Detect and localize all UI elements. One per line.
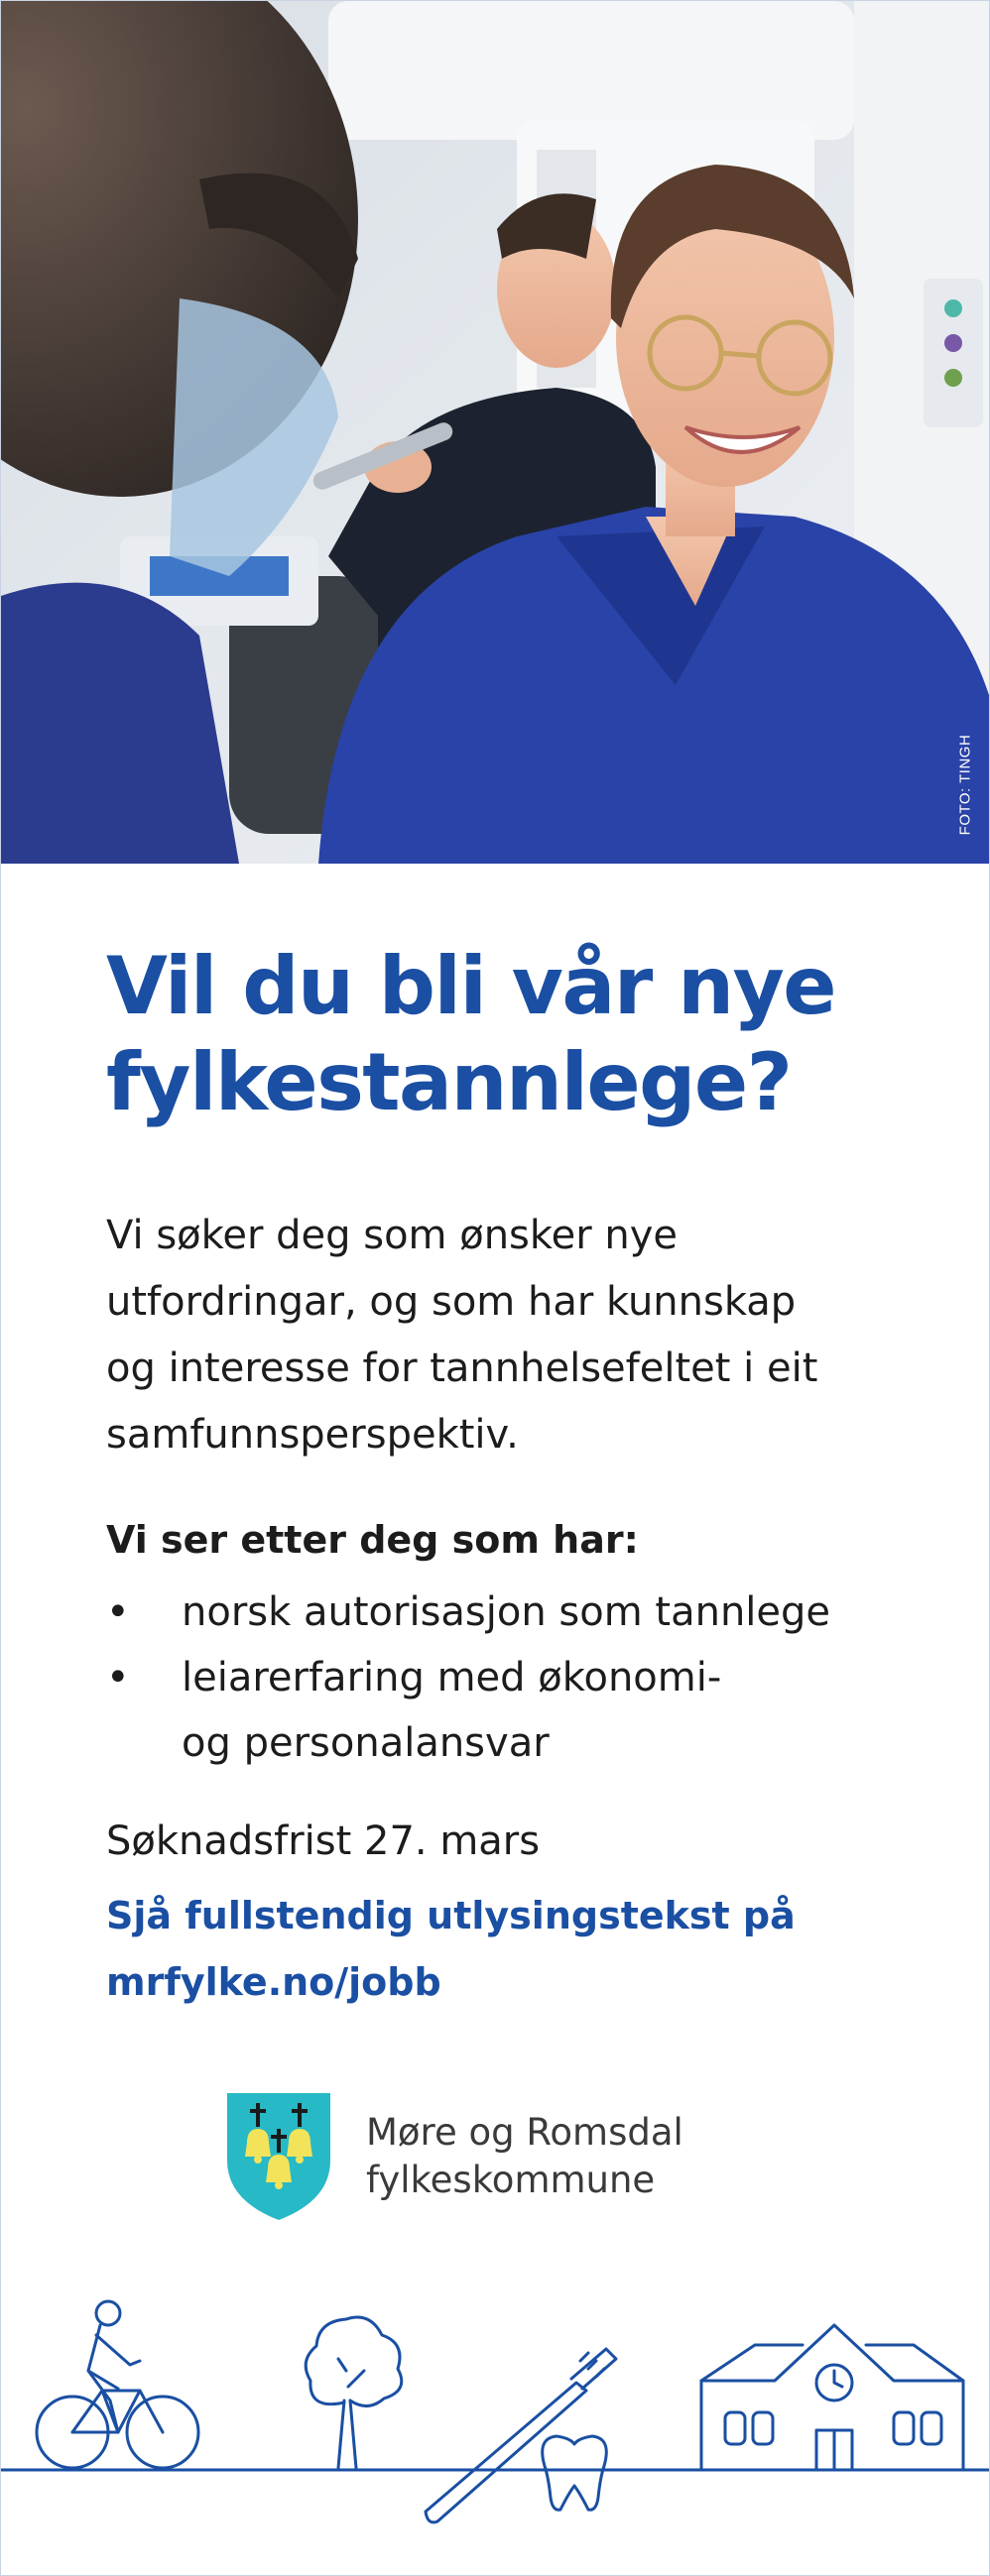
intro-line: utfordringar, og som har kunnskap [106, 1279, 797, 1325]
requirement-item [106, 1580, 969, 1645]
application-deadline: Søknadsfrist 27. mars [106, 1818, 541, 1864]
hero-photo [1, 1, 989, 864]
requirement-item [106, 1645, 969, 1776]
organization-logo [225, 2091, 683, 2222]
tooth-icon [543, 2436, 607, 2510]
tree-icon [306, 2317, 402, 2468]
intro-line: og interesse for tannhelsefeltet i eit [106, 1346, 818, 1391]
requirement-text: norsk autorisasjon som tannlege [182, 1589, 831, 1635]
headline-line: fylkestannlege? [106, 1036, 792, 1128]
headline [106, 938, 929, 1130]
school-building-icon [701, 2325, 963, 2470]
coat-of-arms-icon [225, 2091, 332, 2222]
photo-credit: FOTO: TINGH [956, 734, 974, 835]
organization-name [366, 2109, 683, 2204]
requirements-heading: Vi ser etter deg som har: [106, 1518, 639, 1562]
headline-line: Vil du bli vår nye [106, 940, 836, 1032]
intro-line: Vi søker deg som ønsker nye [106, 1213, 679, 1258]
job-listing-link[interactable] [106, 1883, 959, 2016]
intro-paragraph [106, 1203, 959, 1468]
link-line: Sjå fullstendig utlysingstekst på [106, 1894, 796, 1937]
bullet-icon: • [106, 1589, 130, 1635]
cyclist-icon [37, 2301, 198, 2468]
requirements-list [106, 1580, 969, 1776]
organization-name-line: fylkeskommune [366, 2159, 656, 2201]
footer-illustration [1, 2291, 989, 2576]
requirement-text: og personalansvar [182, 1720, 550, 1766]
organization-name-line: Møre og Romsdal [366, 2111, 683, 2154]
requirement-text: leiarerfaring med økonomi- [182, 1655, 722, 1700]
intro-line: samfunnsperspektiv. [106, 1412, 519, 1458]
bullet-icon: • [106, 1655, 130, 1700]
link-line: mrfylke.no/jobb [106, 1960, 441, 2004]
hero-photo-illustration [1, 1, 989, 864]
